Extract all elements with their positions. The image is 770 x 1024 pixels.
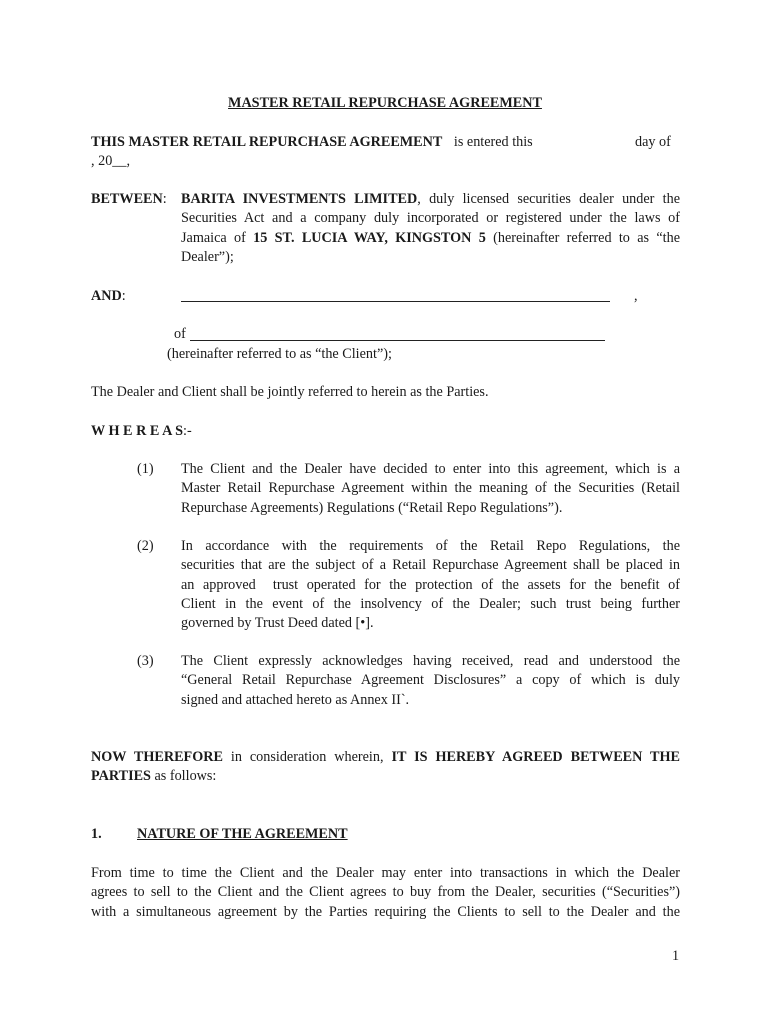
whereas-heading [91,422,192,442]
and-colon: : [121,288,126,304]
whereas-item-2-line-5: governed by Trust Deed dated [•]. [181,615,374,631]
between-line-1 [181,190,680,210]
whereas-item-2-line-2: securities that are the subject of a Retail Repurchase Agreement shall be placed in [181,557,680,573]
and-label-text: AND [91,288,122,304]
page-number: 1 [672,948,680,964]
as-follows-text: as follows: [154,768,217,784]
between-colon: : [162,191,167,207]
section-1-line-3: with a simultaneous agreement by the Parties requiring the Clients to sell to the Dealer and the [91,904,680,920]
whereas-item-3-line-1: The Client expressly acknowledges having received, read and understood the [181,653,680,669]
client-address-blank-line[interactable] [190,340,605,341]
now-therefore-line-2 [91,767,216,787]
between-label [91,190,167,210]
intro-line [91,133,681,153]
now-therefore-line-1 [91,748,680,768]
between-line-2: Securities Act and a company duly incorporated or registered under the laws of [181,210,680,226]
intro-bold-title: THIS MASTER RETAIL REPURCHASE AGREEMENT [91,134,443,150]
now-therefore-text: in consideration wherein, [230,749,384,765]
whereas-item-3-line-3: signed and attached hereto as Annex II`. [181,692,410,708]
intro-date-line: , 20__, [91,153,131,169]
whereas-item-1-line-1: The Client and the Dealer have decided to enter into this agreement, which is a [181,461,680,477]
intro-text-entered: is entered this [453,134,533,150]
intro-day-of: day of [635,134,671,150]
dealer-address: 15 ST. LUCIA WAY, KINGSTON 5 [253,230,486,246]
client-name-comma: , [634,288,638,304]
whereas-item-2-line-1: In accordance with the requirements of the Retail Repo Regulations, the [181,538,680,554]
and-label [91,287,126,307]
between-line-3 [181,229,680,249]
between-line-3-a: Jamaica of [181,230,246,246]
whereas-suffix: :- [183,423,192,439]
between-label-text: BETWEEN [91,191,163,207]
whereas-item-1-line-3: Repurchase Agreements) Regulations (“Retail Repo Regulations”). [181,500,563,516]
client-name-blank-line[interactable] [181,301,610,302]
client-hereinafter: (hereinafter referred to as “the Client”); [167,346,392,362]
whereas-item-1-line-2: Master Retail Repurchase Agreement within the meaning of the Securities (Retail [181,480,680,496]
whereas-item-3-line-2: “General Retail Repurchase Agreement Disclosures” a copy of which is duly [181,672,680,688]
section-1-line-2: agrees to sell to the Client and the Client agrees to buy from the Dealer, securities (“Securities”) [91,884,680,900]
between-line-1-rest: , duly licensed securities dealer under the [417,191,680,207]
whereas-item-1-number: (1) [137,461,154,477]
section-1-heading: NATURE OF THE AGREEMENT [137,826,348,842]
whereas-item-2-line-4: Client in the event of the insolvency of the Dealer; such trust being further [181,596,680,612]
whereas-item-2-line-3: an approved trust operated for the protection of the assets for the benefit of [181,577,680,593]
parties-statement: The Dealer and Client shall be jointly referred to herein as the Parties. [91,384,489,400]
between-line-4: Dealer”); [181,249,234,265]
dealer-company-name: BARITA INVESTMENTS LIMITED [181,191,418,207]
whereas-label: W H E R E A S [91,423,183,439]
whereas-item-3-number: (3) [137,653,154,669]
parties-bold: PARTIES [91,768,151,784]
section-1-number: 1. [91,826,102,842]
between-line-3-b: (hereinafter referred to as “the [493,230,680,246]
now-therefore-bold: NOW THEREFORE [91,749,223,765]
section-1-line-1: From time to time the Client and the Dealer may enter into transactions in which the Dealer [91,865,680,881]
document-title: MASTER RETAIL REPURCHASE AGREEMENT [228,95,542,111]
whereas-item-2-number: (2) [137,538,154,554]
of-label: of [174,326,186,342]
hereby-agreed-bold: IT IS HEREBY AGREED BETWEEN THE [391,749,680,765]
